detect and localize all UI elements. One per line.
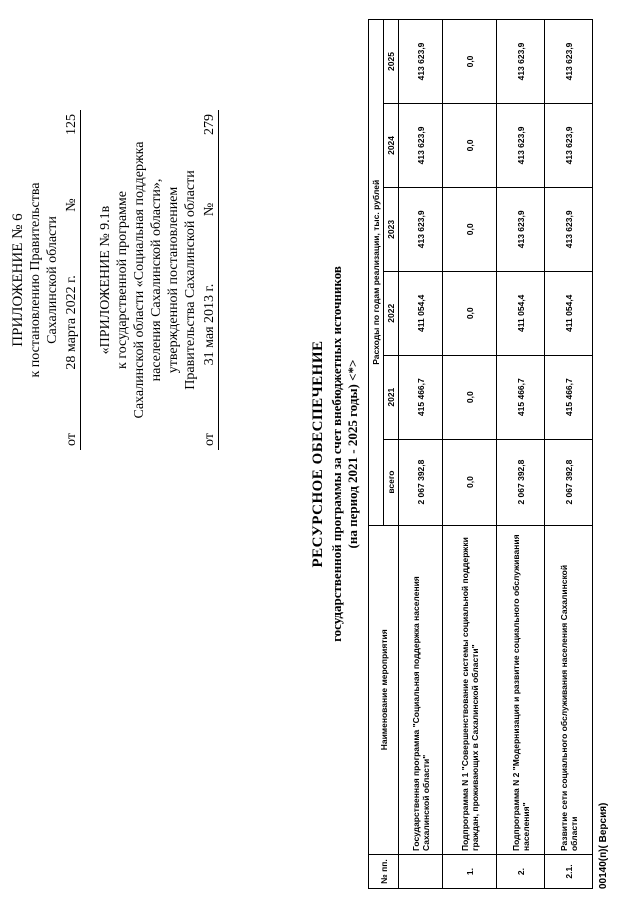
row-value: 413 623,9 (497, 20, 545, 104)
approval-number: 125 (64, 114, 79, 136)
date-prefix: от (64, 433, 79, 446)
row-value: 415 466,7 (497, 355, 545, 439)
quote-date-line (201, 110, 219, 450)
row-value: 0,0 (443, 103, 497, 187)
approval-date-line (63, 110, 81, 450)
header-year: 2021 (384, 355, 399, 439)
row-value: 0,0 (443, 187, 497, 271)
row-num: 2.1. (545, 855, 593, 889)
quote-title: «ПРИЛОЖЕНИЕ № 9.1в (98, 205, 113, 355)
row-value: 413 623,9 (545, 103, 593, 187)
row-value: 411 054,4 (399, 271, 443, 355)
header-expenses: Расходы по годам реализации, тыс. рублей (369, 20, 384, 526)
quote-line: Сахалинской области «Социальная поддержка (132, 141, 147, 419)
document-title: РЕСУРСНОЕ ОБЕСПЕЧЕНИЕ (310, 340, 326, 568)
approval-line: Сахалинской области (45, 216, 60, 344)
table-row (399, 20, 443, 889)
header-total: всего (384, 439, 399, 525)
header-year: 2024 (384, 103, 399, 187)
row-value: 0,0 (443, 20, 497, 104)
row-value: 0,0 (443, 271, 497, 355)
row-value: 413 623,9 (399, 187, 443, 271)
quote-line: утвержденной постановлением (166, 186, 181, 374)
row-value: 415 466,7 (545, 355, 593, 439)
footer-code: 00140(п)( Версия) (598, 802, 609, 889)
row-value: 411 054,4 (545, 271, 593, 355)
date-prefix: от (202, 433, 217, 446)
approval-block (10, 110, 219, 450)
document-subtitle: государственной программы за счет внебюджетных источников (329, 266, 344, 642)
row-value: 0,0 (443, 355, 497, 439)
row-value: 413 623,9 (497, 103, 545, 187)
row-num (399, 855, 443, 889)
row-value: 415 466,7 (399, 355, 443, 439)
header-year: 2025 (384, 20, 399, 104)
row-value: 413 623,9 (399, 20, 443, 104)
num-prefix: № (202, 202, 217, 217)
row-total: 2 067 392,8 (497, 439, 545, 525)
document-title-block (310, 154, 361, 754)
quote-date: 31 мая 2013 г. (202, 283, 217, 366)
row-value: 413 623,9 (497, 187, 545, 271)
row-name: Развитие сети социального обслуживания населения Сахалинской области (545, 525, 593, 855)
quote-line: к государственной программе (115, 191, 130, 369)
quote-line: населения Сахалинской области», (149, 178, 164, 382)
row-total: 0,0 (443, 439, 497, 525)
row-value: 413 623,9 (399, 103, 443, 187)
num-prefix: № (64, 198, 79, 212)
header-year: 2023 (384, 187, 399, 271)
quote-line: Правительства Сахалинской области (183, 170, 198, 390)
table-row (497, 20, 545, 889)
table-row (443, 20, 497, 889)
row-total: 2 067 392,8 (399, 439, 443, 525)
row-value: 413 623,9 (545, 187, 593, 271)
row-value: 411 054,4 (497, 271, 545, 355)
row-name: Подпрограмма N 2 "Модернизация и развитие социального обслуживания населения" (497, 525, 545, 855)
approval-date: 28 марта 2022 г. (64, 275, 79, 370)
row-num: 2. (497, 855, 545, 889)
document-period: (на период 2021 - 2025 годы) <*> (345, 359, 360, 549)
table-row (545, 20, 593, 889)
appendix-title: ПРИЛОЖЕНИЕ № 6 (10, 213, 26, 347)
row-name: Государственная программа "Социальная поддержка населения Сахалинской области" (399, 525, 443, 855)
header-num: № пп. (369, 855, 399, 889)
header-year: 2022 (384, 271, 399, 355)
header-name: Наименование мероприятия (369, 525, 399, 855)
row-value: 413 623,9 (545, 20, 593, 104)
row-name: Подпрограмма N 1 "Совершенствование системы социальной поддержки граждан, проживающих в Сахалинской области" (443, 525, 497, 855)
approval-line: к постановлению Правительства (28, 182, 43, 378)
quote-number: 279 (202, 114, 217, 135)
row-num: 1. (443, 855, 497, 889)
row-total: 2 067 392,8 (545, 439, 593, 525)
budget-table (368, 19, 593, 889)
